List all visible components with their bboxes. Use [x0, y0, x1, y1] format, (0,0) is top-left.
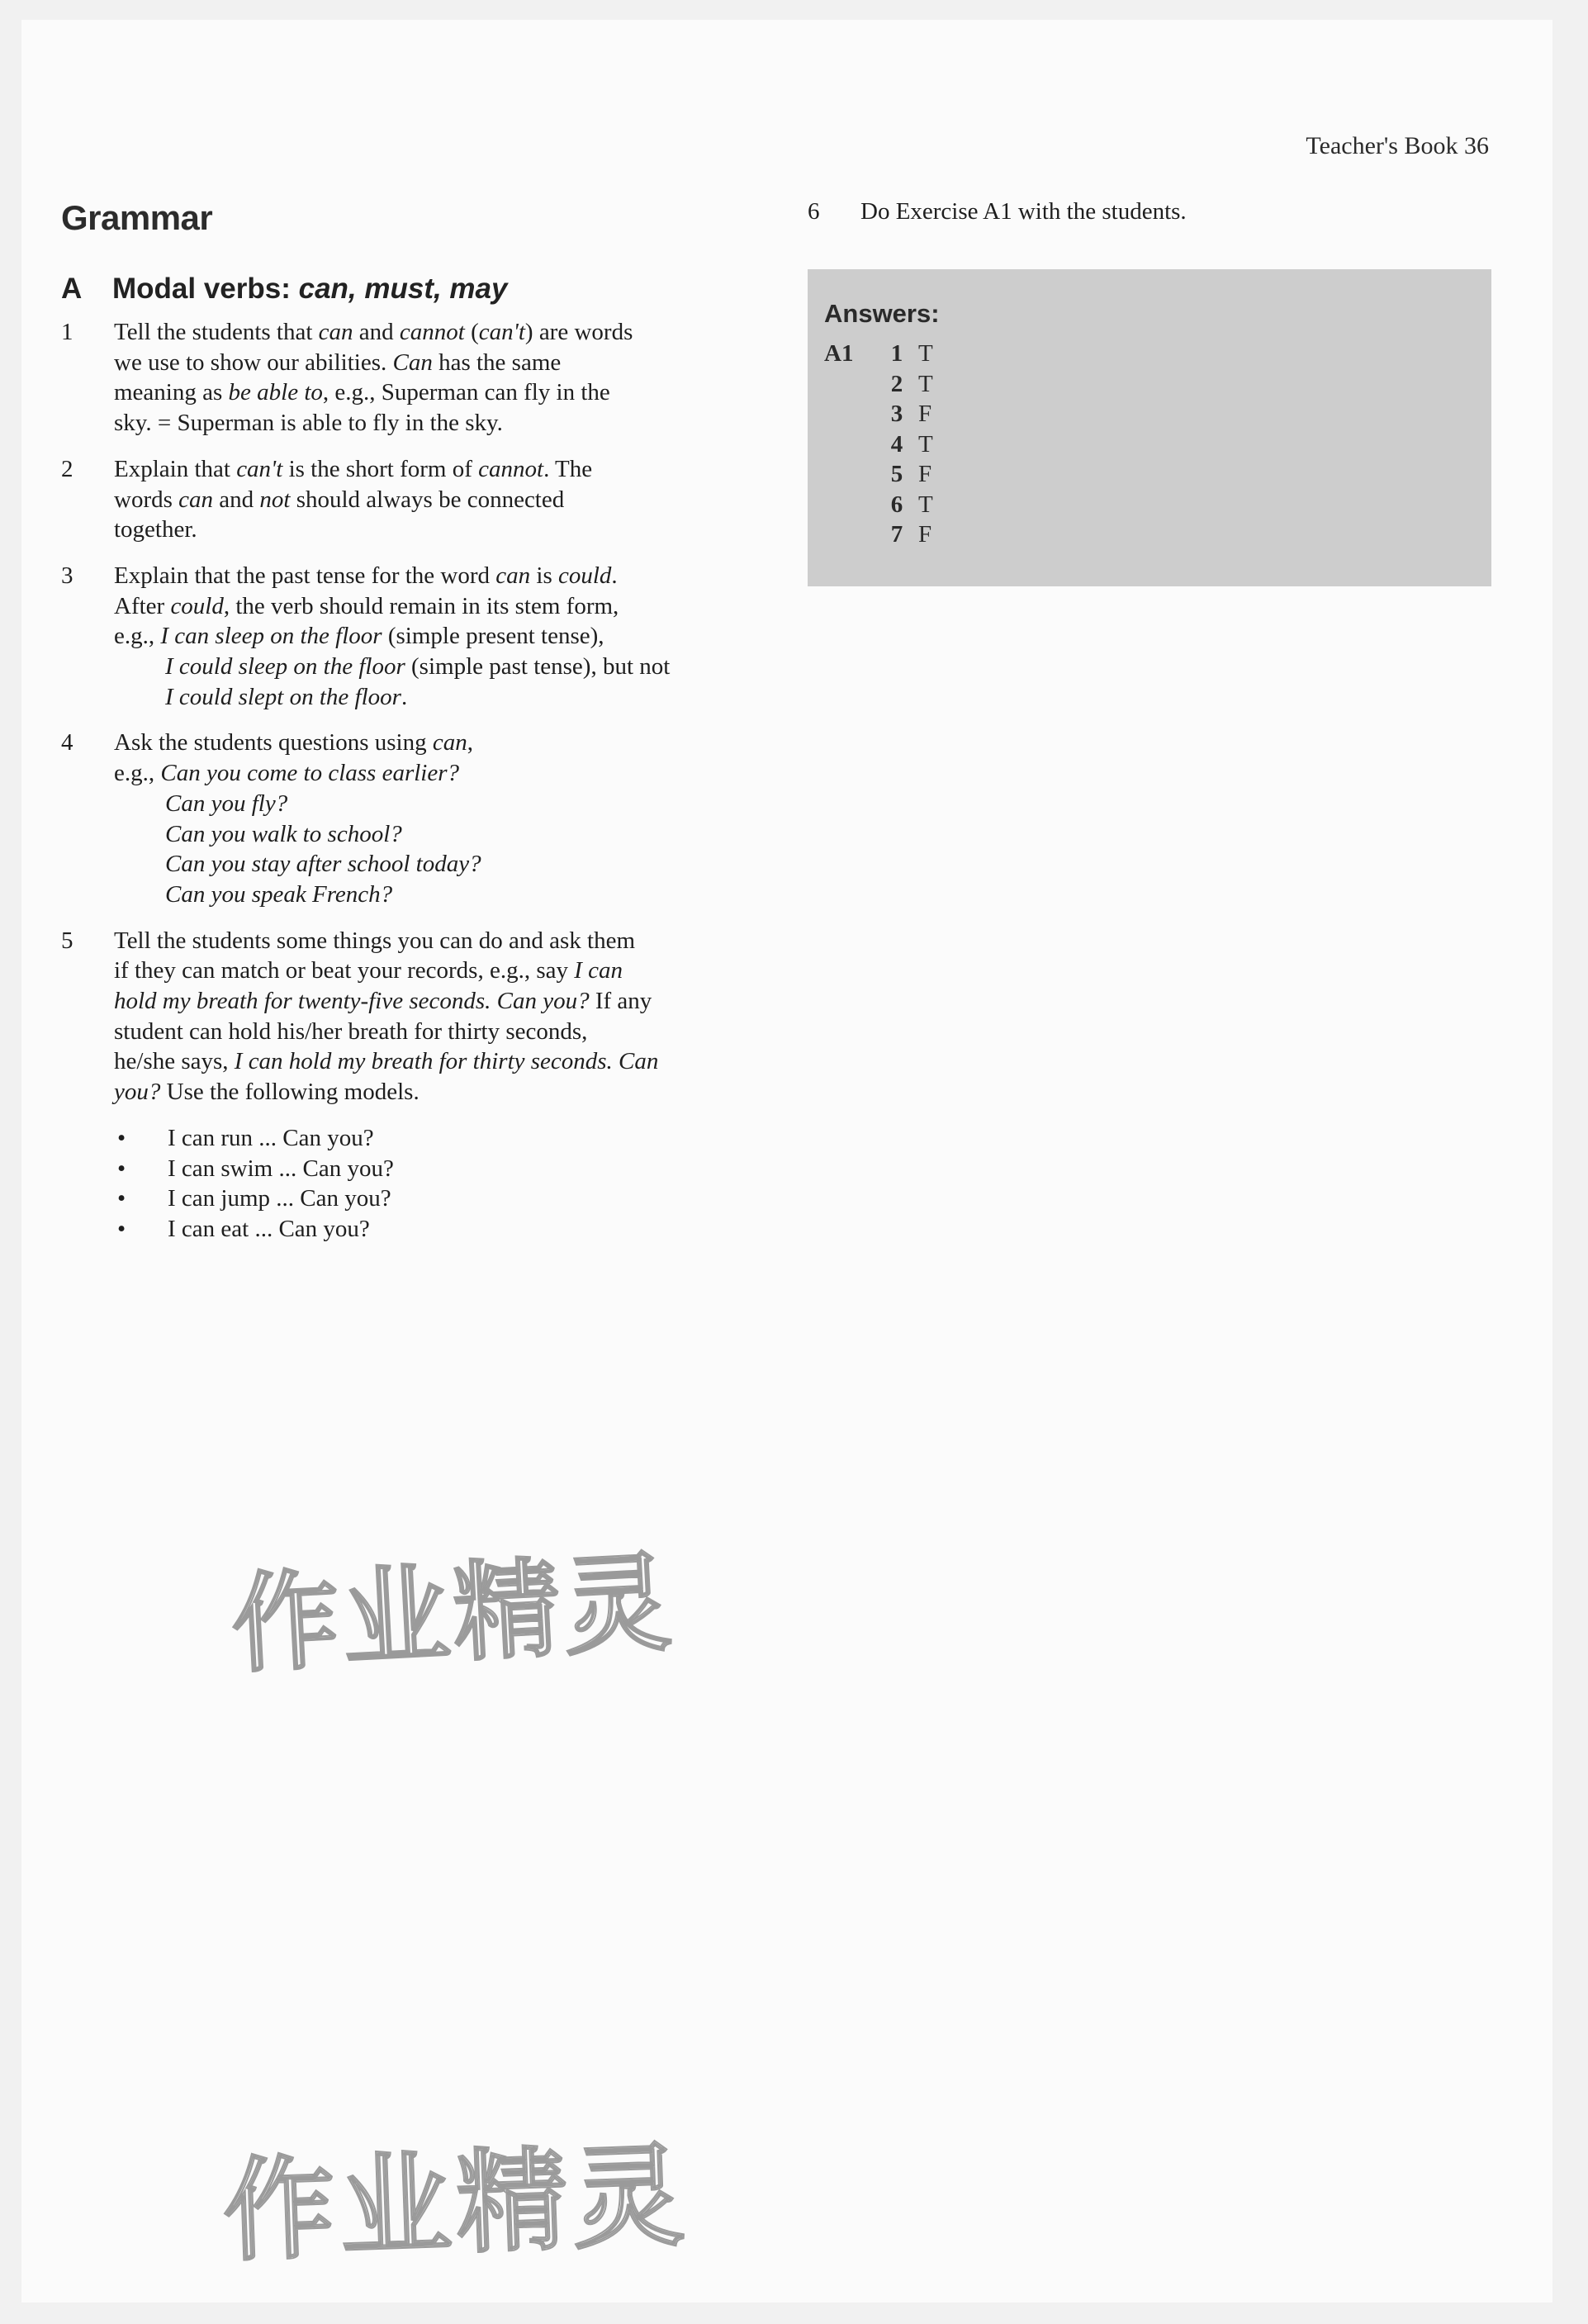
- instruction-item: [61, 454, 755, 545]
- text: can: [495, 562, 531, 589]
- answers-title: Answers:: [824, 299, 940, 328]
- answer-row: [824, 459, 933, 490]
- text: can't: [478, 319, 525, 345]
- item-number: 3: [61, 562, 73, 589]
- text: is the short form of: [282, 455, 479, 482]
- answer-row: [824, 490, 933, 520]
- page-header: Teacher's Book 36: [1306, 132, 1489, 159]
- example-question: Can you walk to school?: [165, 820, 402, 847]
- text: sky. = Superman is able to fly in the sky.: [114, 410, 503, 437]
- list-item-text: I can run ... Can you?: [168, 1124, 374, 1151]
- text: . The: [543, 455, 593, 482]
- right-column: [808, 197, 1493, 242]
- answer-row: [824, 429, 933, 460]
- text: together.: [114, 516, 197, 543]
- list-item-text: I can eat ... Can you?: [168, 1215, 370, 1242]
- text: Tell the students some things you can do and ask them: [114, 927, 636, 954]
- instructions-column: [61, 317, 755, 1260]
- watermark: 作业精灵: [228, 1539, 678, 1688]
- text: .: [401, 683, 408, 710]
- text: we use to show our abilities.: [114, 349, 393, 376]
- example-question: Can you fly?: [165, 790, 288, 817]
- example-question: Can you stay after school today?: [165, 851, 481, 878]
- text: e.g.,: [114, 623, 161, 650]
- answer-value: F: [918, 521, 932, 548]
- answer-value: F: [918, 401, 932, 427]
- answer-number: 4: [890, 430, 903, 458]
- bullet-icon: •: [117, 1215, 126, 1242]
- text: not: [259, 486, 291, 513]
- text: (simple present tense),: [382, 623, 604, 650]
- instruction-item: [61, 728, 755, 909]
- text: should always be connected: [290, 486, 565, 513]
- answer-number: 7: [890, 521, 903, 548]
- text: you?: [114, 1079, 161, 1106]
- text: I can hold my breath for thirty seconds. Can: [234, 1048, 659, 1075]
- exercise-label: A1: [824, 340, 854, 367]
- text: I can: [574, 957, 623, 984]
- text: hold my breath for twenty-five seconds. Can you?: [114, 988, 590, 1015]
- answers-grid: [824, 339, 933, 550]
- item-number: 6: [808, 198, 820, 225]
- text: is: [530, 562, 558, 589]
- text: if they can match or beat your records, e.g., say: [114, 957, 575, 984]
- text: cannot: [478, 455, 544, 482]
- text: ,: [467, 729, 473, 756]
- text: (: [464, 319, 479, 345]
- section-letter: A: [61, 273, 83, 305]
- answer-number: 5: [890, 461, 903, 487]
- bullet-icon: •: [117, 1155, 126, 1182]
- answer-number: 6: [890, 491, 903, 518]
- example-question: Can you come to class earlier?: [160, 760, 460, 787]
- section-title-modals: can, must, may: [298, 273, 508, 305]
- answer-value: T: [918, 491, 933, 518]
- instruction-item: [61, 561, 755, 713]
- answer-row: [824, 339, 933, 369]
- text: be able to: [228, 379, 323, 406]
- instruction-item: [61, 926, 755, 1245]
- item-number: 4: [61, 729, 73, 756]
- answer-value: T: [918, 340, 933, 367]
- text: can: [178, 486, 214, 513]
- text: and: [213, 486, 260, 513]
- text: Can: [392, 349, 433, 376]
- text: meaning as: [114, 379, 229, 406]
- text: cannot: [399, 319, 465, 345]
- list-item: [114, 1214, 755, 1245]
- text: could: [170, 592, 224, 619]
- text: Tell the students that: [114, 319, 319, 345]
- instruction-item: [61, 317, 755, 439]
- page-title: Grammar: [61, 198, 213, 237]
- list-item: [114, 1123, 755, 1154]
- answers-box: [808, 269, 1491, 586]
- text: Explain that the past tense for the word: [114, 562, 496, 589]
- text: e.g.,: [114, 760, 161, 787]
- answer-row: [824, 519, 933, 550]
- watermark: 作业精灵: [220, 2131, 691, 2277]
- text: ) are words: [524, 319, 633, 345]
- text: could: [557, 562, 612, 589]
- text: If any: [589, 988, 652, 1015]
- model-list: [114, 1123, 755, 1245]
- list-item-text: I can jump ... Can you?: [168, 1185, 391, 1212]
- answer-row: [824, 369, 933, 400]
- section-heading: [61, 273, 508, 306]
- example-sentence: I can sleep on the floor: [160, 623, 382, 650]
- text: , the verb should remain in its stem form,: [223, 592, 619, 619]
- text: can't: [236, 455, 283, 482]
- item-number: 1: [61, 319, 73, 345]
- answer-value: T: [918, 370, 933, 397]
- text: can: [432, 729, 467, 756]
- instruction-item: [808, 197, 1493, 226]
- list-item: [114, 1154, 755, 1184]
- text: has the same: [432, 349, 562, 376]
- answer-value: F: [918, 461, 932, 487]
- example-sentence: I could slept on the floor: [165, 683, 401, 710]
- text: student can hold his/her breath for thirty seconds,: [114, 1017, 588, 1045]
- text: (simple past tense), but not: [405, 653, 671, 681]
- answer-value: T: [918, 430, 933, 458]
- answer-row: [824, 399, 933, 429]
- text: Use the following models.: [160, 1079, 420, 1106]
- text: , e.g., Superman can fly in the: [322, 379, 610, 406]
- section-title-prefix: Modal verbs:: [112, 273, 299, 305]
- item-text: Do Exercise A1 with the students.: [860, 198, 1187, 225]
- text: After: [114, 592, 171, 619]
- bullet-icon: •: [117, 1185, 126, 1212]
- text: Ask the students questions using: [114, 729, 433, 756]
- example-sentence: I could sleep on the floor: [165, 653, 405, 681]
- list-item: [114, 1183, 755, 1214]
- text: can: [318, 319, 353, 345]
- item-number: 2: [61, 455, 73, 482]
- text: Explain that: [114, 455, 237, 482]
- answer-number: 1: [890, 340, 903, 367]
- text: .: [611, 562, 618, 589]
- text: and: [353, 319, 400, 345]
- answer-number: 2: [890, 370, 903, 397]
- list-item-text: I can swim ... Can you?: [168, 1155, 394, 1182]
- item-number: 5: [61, 927, 73, 954]
- answer-number: 3: [890, 401, 903, 427]
- example-question: Can you speak French?: [165, 880, 393, 908]
- bullet-icon: •: [117, 1124, 126, 1151]
- text: he/she says,: [114, 1048, 235, 1075]
- text: words: [114, 486, 179, 513]
